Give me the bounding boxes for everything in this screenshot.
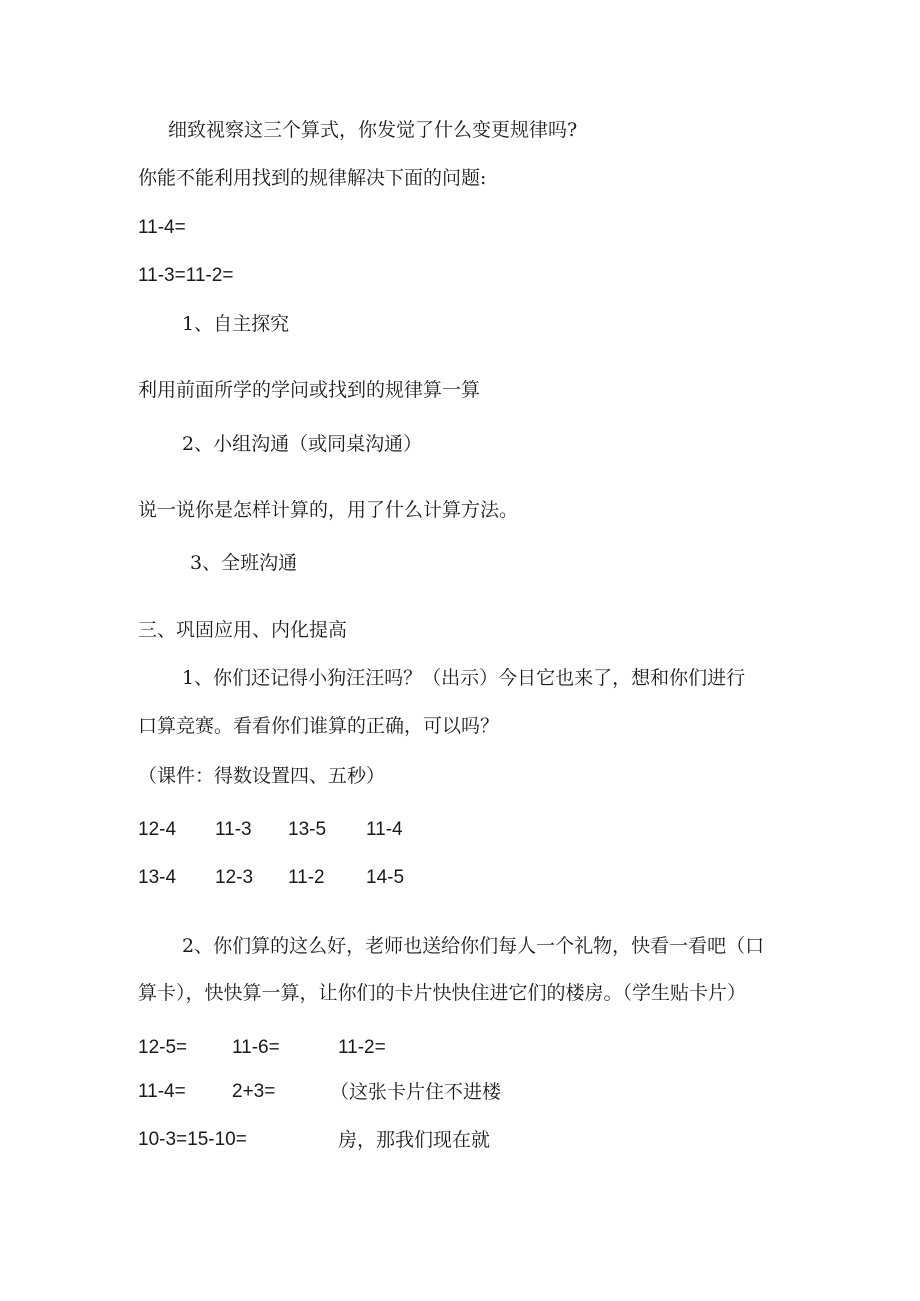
exercise-item: 13-4: [138, 867, 177, 888]
exercise-item: 13-5: [288, 819, 327, 840]
card-equation: 11-2=: [338, 1037, 386, 1058]
paragraph-gift-1: 2、你们算的这么好，老师也送给你们每人一个礼物，快看一看吧（口: [182, 935, 765, 957]
equation-11-4: 11-4=: [138, 217, 186, 238]
exercise-item: 12-4: [138, 819, 177, 840]
card-equation: 11-4=: [138, 1081, 186, 1102]
paragraph-question: 你能不能利用找到的规律解决下面的问题:: [138, 167, 487, 189]
heading-self-explore: 1、自主探究: [182, 313, 290, 335]
section-heading-three: 三、巩固应用、内化提高: [138, 619, 348, 641]
card-equation: 10-3=15-10=: [138, 1129, 247, 1150]
exercise-item: 11-3: [215, 819, 252, 840]
paragraph-use-rule: 利用前面所学的学问或找到的规律算一算: [138, 379, 481, 401]
card-equation: 12-5=: [138, 1037, 188, 1058]
exercise-item: 11-4: [366, 819, 403, 840]
exercise-item: 14-5: [366, 867, 405, 888]
paragraph-explain: 说一说你是怎样计算的，用了什么计算方法。: [138, 499, 519, 521]
paragraph-courseware: （课件：得数设置四、五秒）: [138, 765, 386, 787]
note-card-continue: 房，那我们现在就: [338, 1129, 491, 1151]
card-equation: 11-6=: [232, 1037, 280, 1058]
paragraph-gift-2: 算卡），快快算一算，让你们的卡片快快住进它们的楼房。（学生贴卡片）: [138, 982, 747, 1004]
equation-11-3: 11-3=11-2=: [138, 265, 234, 286]
paragraph-puppy-1: 1、你们还记得小狗汪汪吗？（出示）今日它也来了，想和你们进行: [182, 667, 746, 689]
heading-class-talk: 3、全班沟通: [190, 552, 298, 574]
note-card-no-room: （这张卡片住不进楼: [330, 1081, 502, 1103]
paragraph-observe: 细致视察这三个算式，你发觉了什么变更规律吗?: [168, 119, 578, 141]
exercise-item: 11-2: [288, 867, 325, 888]
paragraph-puppy-2: 口算竞赛。看看你们谁算的正确，可以吗？: [138, 715, 500, 737]
exercise-item: 12-3: [215, 867, 254, 888]
heading-group-talk: 2、小组沟通（或同桌沟通）: [182, 433, 423, 455]
card-equation: 2+3=: [232, 1081, 276, 1102]
